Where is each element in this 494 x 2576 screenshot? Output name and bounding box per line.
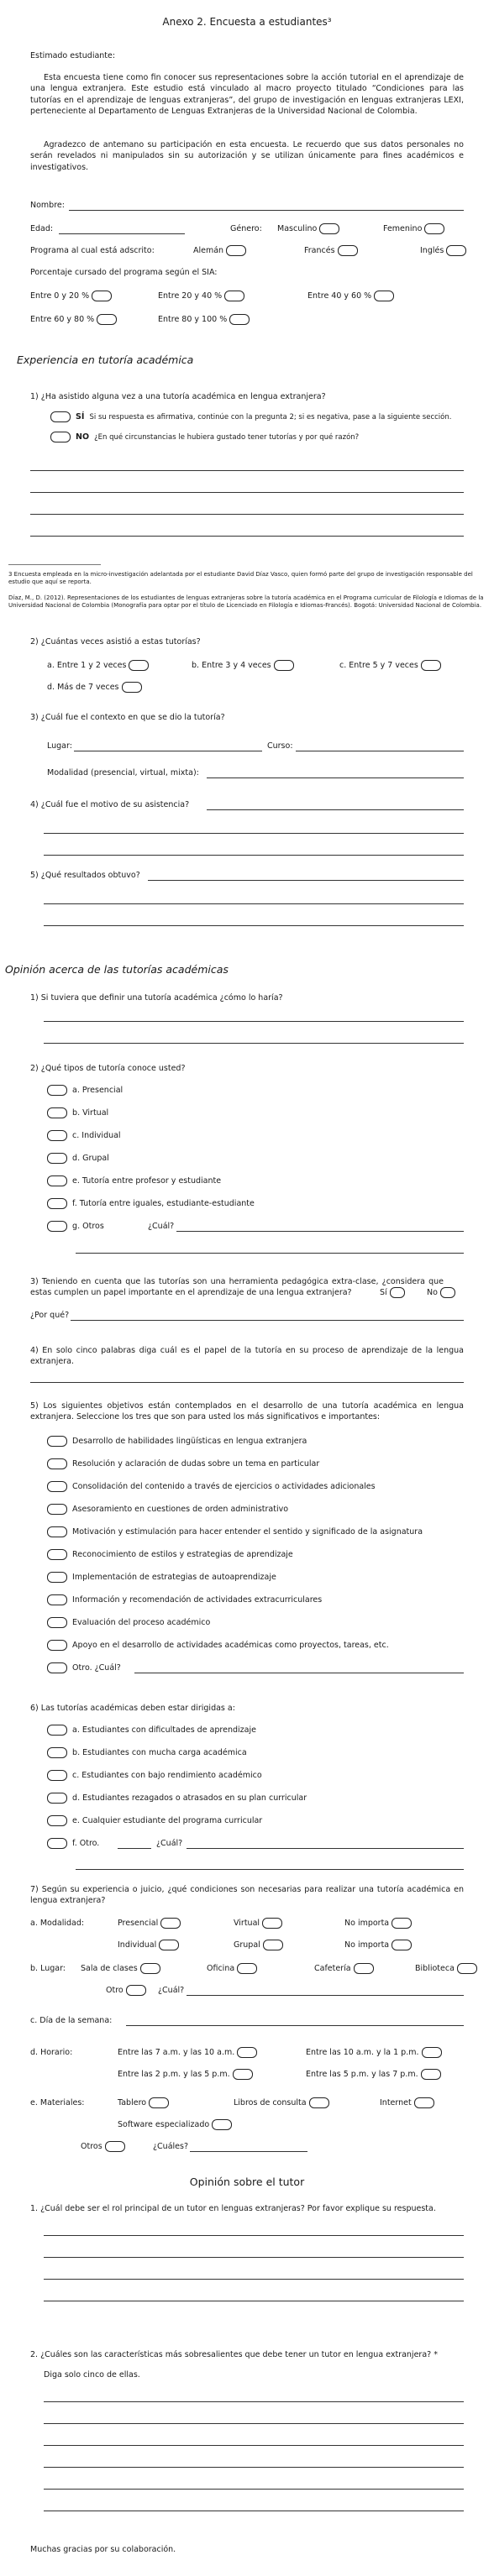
rango-label: Entre 80 y 100 % xyxy=(158,315,228,324)
option-checkbox[interactable] xyxy=(47,1793,67,1804)
answer-line[interactable] xyxy=(44,2257,464,2258)
option-checkbox[interactable] xyxy=(47,1770,67,1781)
aleman-label: Alemán xyxy=(193,246,224,255)
cual-field[interactable] xyxy=(176,1231,464,1232)
rango-label: Entre 20 y 40 % xyxy=(158,291,223,301)
section-heading: Opinión sobre el tutor xyxy=(189,2175,305,2188)
option-checkbox[interactable] xyxy=(47,1221,67,1232)
edad-field[interactable] xyxy=(59,233,185,234)
option-checkbox[interactable] xyxy=(47,1481,67,1492)
option-label: No importa xyxy=(344,1919,390,1928)
question-text: 6) Las tutorías académicas deben estar dirigidas a: xyxy=(30,1704,235,1713)
option-checkbox[interactable] xyxy=(47,1175,67,1186)
no-instruction: ¿En qué circunstancias le hubiera gustado tener tutorías y por qué razón? xyxy=(94,433,360,442)
option-label: Cafetería xyxy=(314,1964,351,1973)
question-text: 5) Los siguientes objetivos están contemplados en el desarrollo de una tutoría académica en lengua extranjera. Seleccione los tres que son para usted los más significativos e importantes: xyxy=(30,1401,464,1422)
no-label: NO xyxy=(76,432,90,442)
frances-label: Francés xyxy=(304,246,335,255)
option-checkbox[interactable] xyxy=(47,1130,67,1141)
no-label: No xyxy=(427,1288,438,1297)
question-text: 1) Si tuviera que definir una tutoría académica ¿cómo lo haría? xyxy=(30,993,283,1003)
edad-label: Edad: xyxy=(30,224,54,233)
dia-label: c. Día de la semana: xyxy=(30,2016,113,2025)
no-importa-checkbox[interactable] xyxy=(392,1940,412,1950)
cual-label: ¿Cuál? xyxy=(156,1839,183,1848)
lugar-label: b. Lugar: xyxy=(30,1964,66,1973)
biblioteca-checkbox[interactable] xyxy=(457,1963,477,1974)
option-label: Información y recomendación de actividades extracurriculares xyxy=(72,1595,323,1605)
option-label: Virtual xyxy=(234,1919,260,1928)
answer-line[interactable] xyxy=(44,925,464,926)
answer-line[interactable] xyxy=(44,2235,464,2236)
modalidad-label: a. Modalidad: xyxy=(30,1919,85,1928)
rango-label: Entre 40 y 60 % xyxy=(307,291,372,301)
option-label: b. Virtual xyxy=(72,1108,109,1118)
answer-line[interactable] xyxy=(44,2423,464,2424)
virtual-checkbox[interactable] xyxy=(262,1918,282,1929)
option-label: Individual xyxy=(118,1940,157,1950)
internet-checkbox[interactable] xyxy=(414,2097,434,2108)
option-label: Otro. ¿Cuál? xyxy=(72,1663,121,1673)
answer-line[interactable] xyxy=(207,809,464,810)
option-checkbox[interactable] xyxy=(47,1504,67,1515)
dia-field[interactable] xyxy=(126,2025,464,2026)
question-text: 1) ¿Ha asistido alguna vez a una tutoría académica en lengua extranjera? xyxy=(30,392,326,401)
answer-line[interactable] xyxy=(76,1253,464,1254)
cual-label: ¿Cuál? xyxy=(148,1222,175,1231)
option-checkbox[interactable] xyxy=(47,1747,67,1758)
option-checkbox[interactable] xyxy=(47,1107,67,1118)
answer-line[interactable] xyxy=(44,2489,464,2490)
option-label: Apoyo en el desarrollo de actividades académicas como proyectos, tareas, etc. xyxy=(72,1641,389,1650)
answer-line[interactable] xyxy=(44,1043,464,1044)
femenino-label: Femenino xyxy=(383,224,423,233)
option-checkbox[interactable] xyxy=(47,1085,67,1096)
question-text: 2) ¿Qué tipos de tutoría conoce usted? xyxy=(30,1064,186,1073)
option-checkbox[interactable] xyxy=(122,682,142,693)
answer-line[interactable] xyxy=(71,1320,464,1321)
sala-checkbox[interactable] xyxy=(140,1963,160,1974)
option-label: a. Entre 1 y 2 veces xyxy=(47,661,127,670)
option-label: Motivación y estimulación para hacer entender el sentido y significado de la asignatura xyxy=(72,1527,423,1537)
option-checkbox[interactable] xyxy=(274,660,294,671)
option-label: c. Individual xyxy=(72,1131,121,1140)
grupal-checkbox[interactable] xyxy=(263,1940,283,1950)
frances-checkbox[interactable] xyxy=(338,245,358,256)
page-title: Anexo 2. Encuesta a estudiantes³ xyxy=(162,16,332,28)
option-label: d. Grupal xyxy=(72,1154,109,1163)
question-subtext: Diga solo cinco de ellas. xyxy=(44,2370,140,2380)
option-label: Biblioteca xyxy=(415,1964,455,1973)
option-label: Presencial xyxy=(118,1919,159,1928)
programa-label: Programa al cual está adscrito: xyxy=(30,246,155,255)
rango-checkbox[interactable] xyxy=(224,291,244,301)
si-label: SÍ xyxy=(76,412,85,421)
option-checkbox[interactable] xyxy=(421,660,441,671)
answer-line[interactable] xyxy=(44,855,464,856)
horario-checkbox[interactable] xyxy=(422,2047,442,2058)
option-label: Sala de clases xyxy=(81,1964,138,1973)
answer-line[interactable] xyxy=(44,2467,464,2468)
option-label: Grupal xyxy=(234,1940,260,1950)
option-label: Implementación de estrategias de autoaprendizaje xyxy=(72,1573,276,1582)
porcentaje-label: Porcentaje cursado del programa según el SIA: xyxy=(30,268,218,277)
si-checkbox[interactable] xyxy=(50,411,71,422)
no-checkbox[interactable] xyxy=(440,1287,455,1298)
option-checkbox[interactable] xyxy=(47,1572,67,1583)
question-text: 4) En solo cinco palabras diga cuál es el papel de la tutoría en su proceso de aprendizaje de la lengua extranjera. xyxy=(30,1346,464,1367)
cual-field[interactable] xyxy=(187,1995,464,1996)
rango-checkbox[interactable] xyxy=(229,314,250,325)
option-label: Evaluación del proceso académico xyxy=(72,1618,211,1627)
thanks-paragraph: Agradezco de antemano su participación en esta encuesta. Le recuerdo que sus datos personales no serán revelados ni manipulados sin su autorización y se utilizan únicamente para fines académicos e investigativos. xyxy=(30,140,464,172)
option-checkbox[interactable] xyxy=(47,1436,67,1447)
question-text: 5) ¿Qué resultados obtuvo? xyxy=(30,871,140,880)
option-label: Libros de consulta xyxy=(234,2098,307,2107)
option-label: Software especializado xyxy=(118,2120,210,2129)
answer-line[interactable] xyxy=(30,1382,464,1383)
option-label: a. Estudiantes con dificultades de aprendizaje xyxy=(72,1725,256,1735)
presencial-checkbox[interactable] xyxy=(160,1918,181,1929)
section-heading: Opinión acerca de las tutorías académicas xyxy=(5,963,229,976)
question-text: 2. ¿Cuáles son las características más sobresalientes que debe tener un tutor en lengua extranjera? * xyxy=(30,2350,438,2359)
masculino-checkbox[interactable] xyxy=(319,223,339,234)
materiales-label: e. Materiales: xyxy=(30,2098,85,2107)
intro-paragraph: Esta encuesta tiene como fin conocer sus representaciones sobre la acción tutorial en el aprendizaje de una lengua extranjera. Este estudio está vinculado al macro proyecto titulado “Condiciones para las tutorías en el aprendizaje de lenguas extranjeras”, del grupo de investigación en lenguas extranjeras LEXI, perteneciente al Departamento de Lenguas Extranjeras de la Universidad Nacional de Colombia. xyxy=(30,73,464,116)
horario-checkbox[interactable] xyxy=(237,2047,257,2058)
option-label: Entre las 2 p.m. y las 5 p.m. xyxy=(118,2070,230,2079)
option-label: Entre las 7 a.m. y las 10 a.m. xyxy=(118,2048,235,2057)
cuales-label: ¿Cuáles? xyxy=(153,2142,188,2151)
answer-line[interactable] xyxy=(44,833,464,834)
rango-checkbox[interactable] xyxy=(97,314,117,325)
answer-line[interactable] xyxy=(148,880,464,881)
option-checkbox[interactable] xyxy=(47,1617,67,1628)
option-checkbox[interactable] xyxy=(47,1725,67,1736)
answer-line[interactable] xyxy=(118,1848,151,1849)
horario-label: d. Horario: xyxy=(30,2048,73,2057)
masculino-label: Masculino xyxy=(277,224,318,233)
rango-checkbox[interactable] xyxy=(92,291,112,301)
option-label: Asesoramiento en cuestiones de orden administrativo xyxy=(72,1505,289,1514)
option-label: No importa xyxy=(344,1940,390,1950)
option-checkbox[interactable] xyxy=(47,1526,67,1537)
option-checkbox[interactable] xyxy=(129,660,149,671)
answer-line[interactable] xyxy=(44,2279,464,2280)
option-label: c. Entre 5 y 7 veces xyxy=(339,661,418,670)
option-checkbox[interactable] xyxy=(47,1815,67,1826)
option-checkbox[interactable] xyxy=(47,1838,67,1849)
section-heading: Experiencia en tutoría académica xyxy=(17,353,194,366)
option-checkbox[interactable] xyxy=(47,1198,67,1209)
horario-checkbox[interactable] xyxy=(421,2069,441,2080)
question-text: 4) ¿Cuál fue el motivo de su asistencia? xyxy=(30,800,190,809)
closing-text: Muchas gracias por su colaboración. xyxy=(30,2545,176,2554)
option-label: Reconocimiento de estilos y estrategias de aprendizaje xyxy=(72,1550,293,1559)
option-label: Resolución y aclaración de dudas sobre un tema en particular xyxy=(72,1459,320,1469)
option-label: b. Estudiantes con mucha carga académica xyxy=(72,1748,247,1757)
option-label: Otro xyxy=(106,1986,124,1995)
no-checkbox[interactable] xyxy=(50,432,71,442)
rango-checkbox[interactable] xyxy=(374,291,394,301)
option-label: f. Tutoría entre iguales, estudiante-estudiante xyxy=(72,1199,255,1208)
option-label: e. Cualquier estudiante del programa curricular xyxy=(72,1816,263,1825)
answer-line[interactable] xyxy=(30,470,464,471)
lugar-label: Lugar: xyxy=(47,741,72,751)
answer-line[interactable] xyxy=(30,514,464,515)
answer-line[interactable] xyxy=(30,492,464,493)
genero-label: Género: xyxy=(230,224,262,233)
rango-label: Entre 0 y 20 % xyxy=(30,291,90,301)
answer-line[interactable] xyxy=(30,536,464,537)
option-checkbox[interactable] xyxy=(47,1640,67,1651)
answer-line[interactable] xyxy=(44,2445,464,2446)
answer-line[interactable] xyxy=(76,1869,464,1870)
rango-label: Entre 60 y 80 % xyxy=(30,315,95,324)
footnote-reference: Díaz, M., D. (2012). Representaciones de los estudiantes de lenguas extranjeras sobre la tutoría académica en el Programa curricular de Filología e Idiomas de la Universidad Nacional de Colombia (Monografía para optar por el título de Licenciado en Filología e Idiomas-Francés). Bogotá: Universidad Nacional de Colombia. xyxy=(8,594,484,610)
aleman-checkbox[interactable] xyxy=(226,245,246,256)
ingles-label: Inglés xyxy=(420,246,444,255)
footnote-divider xyxy=(8,564,101,565)
no-importa-checkbox[interactable] xyxy=(392,1918,412,1929)
si-checkbox[interactable] xyxy=(390,1287,405,1298)
option-checkbox[interactable] xyxy=(47,1594,67,1605)
cuales-field[interactable] xyxy=(190,2151,307,2152)
otro-checkbox[interactable] xyxy=(126,1985,146,1996)
nombre-field[interactable] xyxy=(69,210,464,211)
porque-label: ¿Por qué? xyxy=(30,1311,70,1320)
option-label: Oficina xyxy=(207,1964,235,1973)
option-label: d. Más de 7 veces xyxy=(47,683,119,692)
question-text: 3) Teniendo en cuenta que las tutorías son una herramienta pedagógica extra-clase, ¿considera que estas cumplen un papel importante en el aprendizaje de una lengua extranjera? xyxy=(30,1277,444,1298)
option-label: a. Presencial xyxy=(72,1086,124,1095)
horario-checkbox[interactable] xyxy=(233,2069,253,2080)
option-label: g. Otros xyxy=(72,1222,104,1231)
option-label: Otros xyxy=(81,2142,102,2151)
cual-field[interactable] xyxy=(187,1848,464,1849)
answer-line[interactable] xyxy=(44,903,464,904)
individual-checkbox[interactable] xyxy=(159,1940,179,1950)
question-text: 2) ¿Cuántas veces asistió a estas tutorías? xyxy=(30,637,201,647)
footnote: 3 Encuesta empleada en la micro-investigación adelantada por el estudiante David Díaz Vasco, quien formó parte del grupo de investigación responsable del estudio que aquí se reporta. xyxy=(8,571,473,586)
option-label: Consolidación del contenido a través de ejercicios o actividades adicionales xyxy=(72,1482,376,1491)
option-label: d. Estudiantes rezagados o atrasados en su plan curricular xyxy=(72,1793,307,1803)
tablero-checkbox[interactable] xyxy=(149,2097,169,2108)
modalidad-label: Modalidad (presencial, virtual, mixta): xyxy=(47,768,199,778)
option-label: Internet xyxy=(380,2098,412,2107)
oficina-checkbox[interactable] xyxy=(237,1963,257,1974)
option-label: Entre las 5 p.m. y las 7 p.m. xyxy=(306,2070,418,2079)
option-label: Desarrollo de habilidades lingüísticas en lengua extranjera xyxy=(72,1437,307,1446)
option-label: f. Otro. xyxy=(72,1839,100,1848)
option-label: b. Entre 3 y 4 veces xyxy=(192,661,271,670)
answer-line[interactable] xyxy=(44,2401,464,2402)
question-text: 3) ¿Cuál fue el contexto en que se dio la tutoría? xyxy=(30,713,225,722)
option-label: Tablero xyxy=(118,2098,147,2107)
option-label: c. Estudiantes con bajo rendimiento académico xyxy=(72,1771,262,1780)
option-checkbox[interactable] xyxy=(47,1549,67,1560)
si-label: Sí xyxy=(380,1288,387,1297)
libros-checkbox[interactable] xyxy=(309,2097,329,2108)
otros-checkbox[interactable] xyxy=(105,2141,125,2152)
nombre-label: Nombre: xyxy=(30,201,65,210)
option-label: e. Tutoría entre profesor y estudiante xyxy=(72,1176,222,1186)
cafeteria-checkbox[interactable] xyxy=(354,1963,374,1974)
option-checkbox[interactable] xyxy=(47,1153,67,1164)
question-text: 1. ¿Cuál debe ser el rol principal de un tutor en lenguas extranjeras? Por favor explique su respuesta. xyxy=(30,2204,436,2213)
option-checkbox[interactable] xyxy=(47,1458,67,1469)
software-checkbox[interactable] xyxy=(212,2119,232,2130)
question-text: 7) Según su experiencia o juicio, ¿qué condiciones son necesarias para realizar una tutoría académica en lengua extranjera? xyxy=(30,1885,464,1906)
answer-line[interactable] xyxy=(44,1021,464,1022)
greeting: Estimado estudiante: xyxy=(30,51,116,60)
ingles-checkbox[interactable] xyxy=(446,245,466,256)
option-label: Entre las 10 a.m. y la 1 p.m. xyxy=(306,2048,419,2057)
femenino-checkbox[interactable] xyxy=(424,223,444,234)
curso-label: Curso: xyxy=(267,741,293,751)
option-checkbox[interactable] xyxy=(47,1662,67,1673)
si-instruction: Si su respuesta es afirmativa, continúe con la pregunta 2; si es negativa, pase a la siguiente sección. xyxy=(89,413,452,421)
cual-label: ¿Cuál? xyxy=(158,1986,185,1995)
